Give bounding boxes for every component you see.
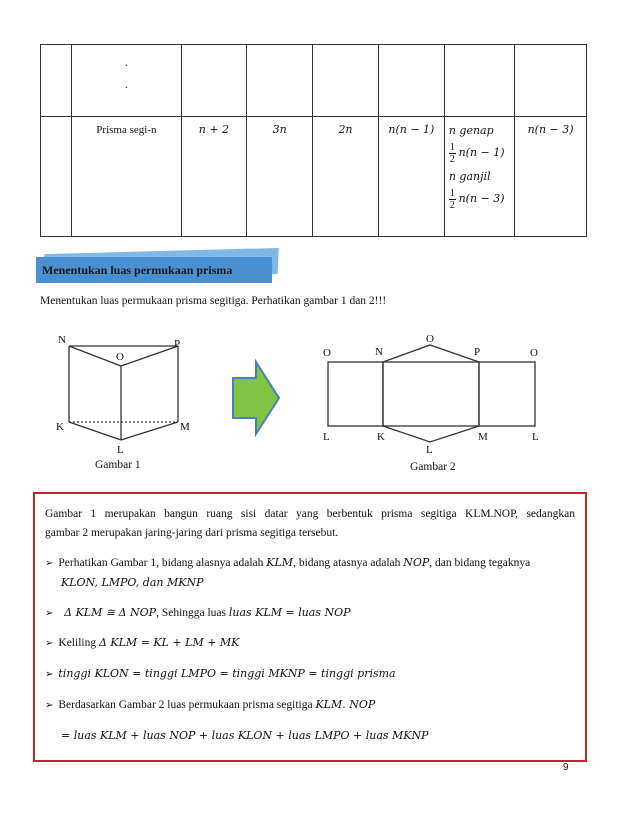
page-number: 9 bbox=[563, 762, 569, 773]
intro-text: Menentukan luas permukaan prisma segitiga. Perhatikan gambar 1 dan 2!!! bbox=[40, 295, 387, 307]
vertex-label: O bbox=[116, 351, 124, 363]
list-item: ➢ Keliling Δ KLM = KL + LM + MK bbox=[45, 636, 240, 649]
table-cell bbox=[72, 45, 181, 117]
vertex-label: K bbox=[56, 421, 64, 433]
table-row bbox=[41, 117, 587, 237]
vertex-label: K bbox=[377, 431, 385, 443]
arrow-bullet-icon: ➢ bbox=[45, 558, 54, 569]
table-cell bbox=[181, 45, 247, 117]
vertex-label: L bbox=[532, 431, 539, 443]
table-cell bbox=[247, 45, 313, 117]
list-item: ➢ Δ KLM ≅ Δ NOP, Sehingga luas luas KLM = luas NOP bbox=[45, 606, 351, 619]
prism-figures bbox=[0, 320, 638, 480]
table-cell bbox=[444, 45, 514, 117]
ellipsis-dot: . bbox=[124, 77, 128, 91]
vertices-cell: n + 2 bbox=[181, 117, 247, 237]
vertex-label: L bbox=[323, 431, 330, 443]
prism-name-cell: Prisma segi-n bbox=[72, 117, 181, 237]
table-cell bbox=[313, 45, 379, 117]
arrow-bullet-icon: ➢ bbox=[45, 700, 54, 711]
fraction: $\frac{1}{2}$ bbox=[449, 142, 455, 165]
table-row bbox=[41, 45, 587, 117]
figure-1-caption: Gambar 1 bbox=[95, 459, 141, 471]
arrow-bullet-icon: ➢ bbox=[45, 638, 54, 649]
vertex-label: N bbox=[375, 346, 383, 358]
prism-properties-table bbox=[40, 44, 587, 237]
vertex-label: O bbox=[426, 333, 434, 345]
vertex-label: P bbox=[474, 346, 481, 358]
face-diagonal-cell: n(n − 1) bbox=[378, 117, 444, 237]
list-item-continuation: KLON, LMPO, dan MKNP bbox=[61, 576, 204, 589]
arrow-bullet-icon: ➢ bbox=[45, 608, 54, 619]
arrow-bullet-icon: ➢ bbox=[45, 669, 54, 680]
vertex-label: M bbox=[478, 431, 488, 443]
vertex-label: L bbox=[426, 444, 433, 456]
section-heading: Menentukan luas permukaan prisma bbox=[36, 257, 272, 283]
vertex-label: M bbox=[180, 421, 190, 433]
space-diagonal-cell: n genap $\frac{1}{2}$ n(n − 1) n ganjil $\frac{1}{2}$ n(n − 3) bbox=[444, 117, 514, 237]
diagonal-plane-cell: n(n − 3) bbox=[515, 117, 587, 237]
paragraph: Gambar 1 merupakan bangun ruang sisi datar yang berbentuk prisma segitiga KLM.NOP, sedangkan bbox=[45, 508, 575, 520]
vertex-label: L bbox=[117, 444, 124, 456]
vertex-label: O bbox=[530, 347, 538, 359]
prism-2-labels bbox=[323, 333, 539, 456]
faces-cell: 2n bbox=[313, 117, 379, 237]
table-cell bbox=[41, 117, 72, 237]
vertex-label: P bbox=[174, 338, 181, 350]
prism-net-figure-2 bbox=[328, 345, 535, 442]
list-item-continuation: = luas KLM + luas NOP + luas KLON + luas LMPO + luas MKNP bbox=[61, 729, 429, 742]
right-arrow-icon bbox=[233, 362, 279, 434]
table-cell bbox=[378, 45, 444, 117]
table-cell bbox=[515, 45, 587, 117]
table-cell bbox=[41, 45, 72, 117]
edges-cell: 3n bbox=[247, 117, 313, 237]
ellipsis-dot: . bbox=[124, 55, 128, 69]
fraction: $\frac{1}{2}$ bbox=[449, 188, 455, 211]
list-item: ➢ Perhatikan Gambar 1, bidang alasnya adalah KLM, bidang atasnya adalah NOP, dan bidang tegaknya bbox=[45, 556, 531, 569]
prism-1-labels bbox=[56, 334, 190, 456]
figure-2-caption: Gambar 2 bbox=[410, 461, 456, 473]
explanation-box bbox=[33, 492, 587, 762]
list-item: ➢ tinggi KLON = tinggi LMPO = tinggi MKNP = tinggi prisma bbox=[45, 667, 396, 680]
vertex-label: O bbox=[323, 347, 331, 359]
paragraph: gambar 2 merupakan jaring-jaring dari prisma segitiga tersebut. bbox=[45, 527, 339, 539]
vertex-label: N bbox=[58, 334, 66, 346]
list-item: ➢ Berdasarkan Gambar 2 luas permukaan prisma segitiga KLM. NOP bbox=[45, 698, 376, 711]
